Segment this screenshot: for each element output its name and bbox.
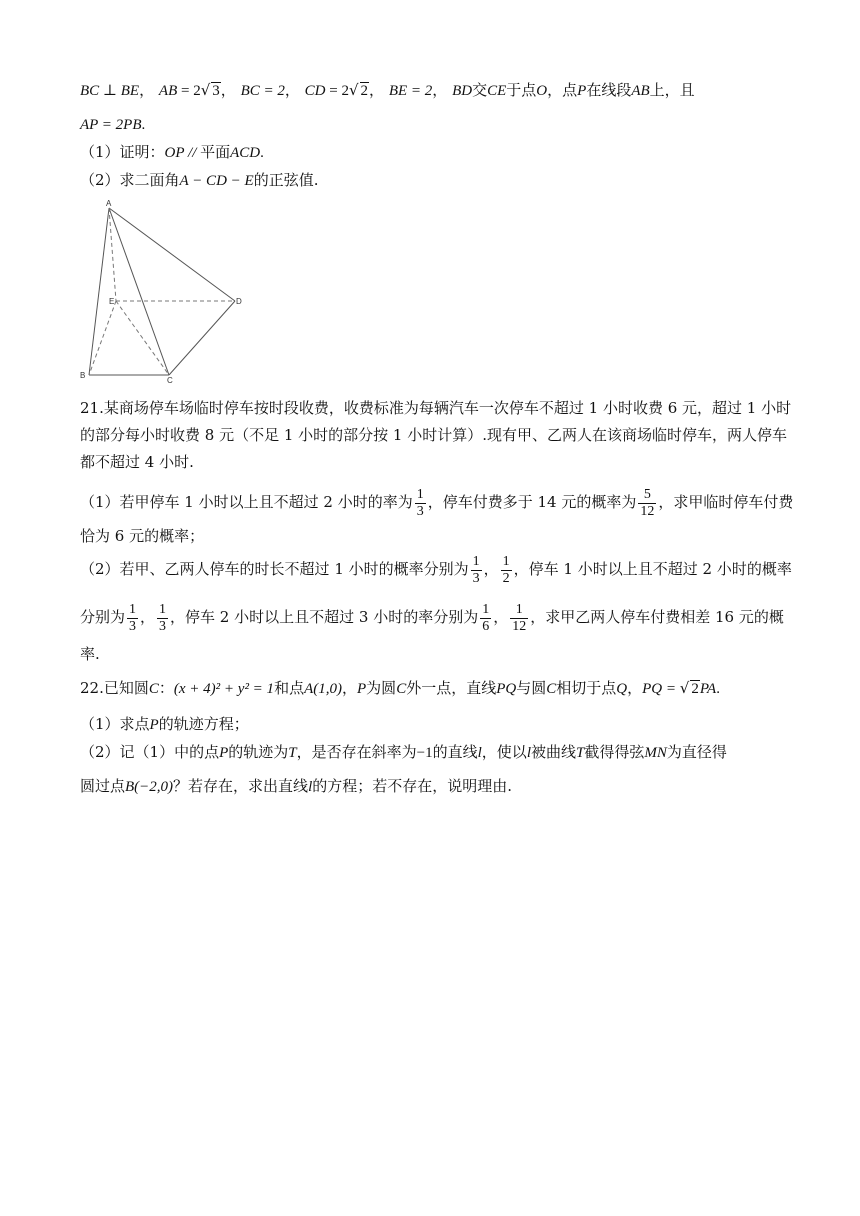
math-point-b: B(−2,0) [125, 779, 174, 795]
fraction [157, 602, 168, 635]
math-pq-eq: PQ = [642, 681, 680, 697]
sqrt-icon: √ [348, 81, 359, 99]
text: ，是否存在斜率为 [296, 743, 417, 761]
fraction [471, 554, 482, 587]
math-ab-radicand: 3 [212, 83, 220, 99]
fraction-denominator: 3 [129, 618, 137, 634]
edge-ae-dashed [109, 208, 116, 301]
fraction [127, 602, 138, 635]
math-cd: CD [304, 83, 326, 99]
period: . [141, 117, 146, 133]
fraction-denominator: 3 [159, 618, 167, 634]
text: ，停车 1 小时以上且不超过 2 小时的概率 [513, 560, 792, 578]
text: ，求甲乙两人停车付费相差 16 元的概 [530, 608, 784, 626]
math-radicand: 2 [691, 681, 699, 697]
math-point-a: A(1,0) [304, 681, 342, 697]
math-ap-eq: AP = 2PB [80, 117, 142, 133]
text: 相切于点 [556, 679, 617, 697]
text: 为直径得 [666, 743, 727, 761]
math-p: P [149, 717, 159, 733]
math-l: l [526, 745, 531, 761]
text: 与圆 [516, 679, 547, 697]
q22-part-2 [80, 742, 780, 763]
edge-ab [89, 208, 109, 375]
q20-conditions-line-2 [80, 114, 780, 135]
fraction-denominator: 3 [416, 503, 424, 519]
text: 的正弦值. [253, 171, 319, 189]
q20-conditions-line [80, 80, 780, 101]
text: 交 [472, 81, 488, 99]
fraction-denominator: 12 [512, 618, 527, 634]
vertex-label-b: B [80, 371, 86, 380]
period: . [716, 681, 720, 697]
vertex-label-a: A [106, 199, 112, 208]
fraction-denominator: 2 [502, 570, 510, 586]
fraction-numerator: 1 [482, 601, 490, 617]
q21-part-2 [80, 549, 792, 589]
fraction-numerator: 1 [416, 486, 424, 502]
text: 被曲线 [530, 743, 576, 761]
sqrt-icon: √ [679, 679, 690, 697]
math-mn: MN [644, 745, 667, 761]
period: . [260, 145, 264, 161]
math-l: l [308, 779, 313, 795]
text: 截得得弦 [584, 743, 645, 761]
q21-stem-line-1: 21.某商场停车场临时停车按时段收费，收费标准为每辆汽车一次停车不超过 1 小时收费 6 元，超过 1 小时 [80, 399, 792, 417]
text: 的轨迹方程； [158, 715, 249, 733]
math-p: P [357, 681, 367, 697]
text: ，停车 2 小时以上且不超过 3 小时的率分别为 [170, 608, 479, 626]
text: ？若存在，求出直线 [173, 777, 309, 795]
math-c: C [396, 681, 407, 697]
text: 平面 [200, 143, 231, 161]
math-l: l [477, 745, 482, 761]
separator: ， [220, 81, 236, 99]
math-ab: AB [158, 83, 178, 99]
math-p: P [577, 83, 587, 99]
math-bc: BC = 2 [240, 83, 285, 99]
q21-stem-line-3: 都不超过 4 小时. [80, 453, 194, 471]
text: 的直线 [432, 743, 478, 761]
fraction-numerator: 5 [638, 487, 656, 504]
separator: ， [432, 81, 448, 99]
math-t: T [288, 745, 297, 761]
math-plane-acd: ACD [230, 145, 261, 161]
text: 22.已知圆 [80, 679, 149, 697]
text: 分别为 [80, 608, 126, 626]
text: 的方程；若不存在，说明理由. [312, 777, 513, 795]
text: （2）若甲、乙两人停车的时长不超过 1 小时的概率分别为 [80, 560, 469, 578]
text: 圆过点 [80, 777, 126, 795]
q20-part-1 [80, 142, 780, 163]
separator: ， [627, 679, 643, 697]
text: ，停车付费多于 14 元的概率为 [427, 493, 637, 511]
math-o: O [536, 83, 548, 99]
separator: ， [483, 560, 499, 578]
fraction-denominator: 6 [482, 618, 490, 634]
q21-stem-line-2: 的部分每小时收费 8 元（不足 1 小时的部分按 1 小时计算）.现有甲、乙两人在该商场临时停车，两人停车 [80, 426, 788, 444]
text: （1）求点 [80, 715, 150, 733]
text: （2）记（1）中的点 [80, 743, 220, 761]
text: 的轨迹为 [228, 743, 289, 761]
q22-part-1 [80, 714, 780, 735]
math-t: T [576, 745, 585, 761]
text: 在线段 [586, 81, 632, 99]
text: ，使以 [481, 743, 527, 761]
vertex-label-c: C [167, 376, 173, 384]
separator: ， [140, 608, 156, 626]
edge-ac [109, 208, 169, 375]
fraction [638, 487, 656, 520]
math-op-parallel: OP // [164, 145, 201, 161]
q20-part-2 [80, 170, 780, 191]
fraction-numerator: 1 [159, 601, 167, 617]
part-label: （2）求二面角 [80, 171, 180, 189]
fraction [501, 554, 512, 587]
fraction [415, 487, 426, 520]
vertex-label-d: D [236, 297, 242, 306]
separator: ， [341, 679, 357, 697]
text: ，点 [547, 81, 578, 99]
separator: ： [158, 679, 174, 697]
math-c: C [148, 681, 159, 697]
fraction-numerator: 1 [502, 553, 510, 569]
q22-part-2-cont [80, 776, 780, 797]
fraction-numerator: 1 [510, 602, 528, 619]
math-ab-eq: = 2 [177, 83, 201, 99]
q21-part-2-cont [80, 597, 784, 637]
q21-part-1-cont: 恰为 6 元的概率； [80, 527, 205, 545]
separator: ， [284, 81, 300, 99]
edge-ec-dashed [116, 301, 169, 375]
math-bc-perp-be: BC ⊥ BE [80, 83, 140, 99]
math-dihedral: A − CD − E [179, 173, 254, 189]
math-q: Q [616, 681, 628, 697]
text: 为圆 [366, 679, 397, 697]
fraction-denominator: 3 [472, 570, 480, 586]
q22-stem [80, 678, 780, 699]
fraction [480, 602, 491, 635]
text: 于点 [506, 81, 537, 99]
sqrt-icon: √ [200, 81, 211, 99]
text: （1）若甲停车 1 小时以上且不超过 2 小时的率为 [80, 493, 413, 511]
separator: ， [493, 608, 509, 626]
pyramid-figure [78, 198, 248, 384]
text: 和点 [274, 679, 305, 697]
math-pa: PA [699, 681, 717, 697]
math-circle-equation: (x + 4)² + y² = 1 [173, 681, 275, 697]
math-cd-radicand: 2 [360, 83, 369, 99]
math-ab: AB [631, 83, 650, 99]
math-be: BE = 2 [388, 83, 433, 99]
math-bd: BD [452, 83, 473, 99]
math-slope: −1 [416, 745, 433, 761]
math-p: P [219, 745, 229, 761]
fraction-denominator: 12 [640, 503, 655, 519]
part-label: （1）证明： [80, 143, 165, 161]
q21-part-2-end: 率. [80, 645, 100, 663]
math-pq: PQ [496, 681, 517, 697]
text: ，求甲临时停车付费 [658, 493, 794, 511]
separator: ， [139, 81, 155, 99]
math-cd-eq: = 2 [325, 83, 349, 99]
text: 外一点，直线 [406, 679, 497, 697]
vertex-label-e: E [109, 297, 115, 306]
text: 上，且 [649, 81, 695, 99]
fraction [510, 602, 528, 635]
fraction-numerator: 1 [472, 553, 480, 569]
math-c: C [546, 681, 557, 697]
fraction-numerator: 1 [129, 601, 137, 617]
math-ce: CE [487, 83, 507, 99]
separator: ， [369, 81, 385, 99]
edge-cd [169, 301, 235, 375]
pyramid-diagram [78, 198, 248, 384]
q21-part-1 [80, 482, 794, 522]
edge-ad [109, 208, 235, 301]
